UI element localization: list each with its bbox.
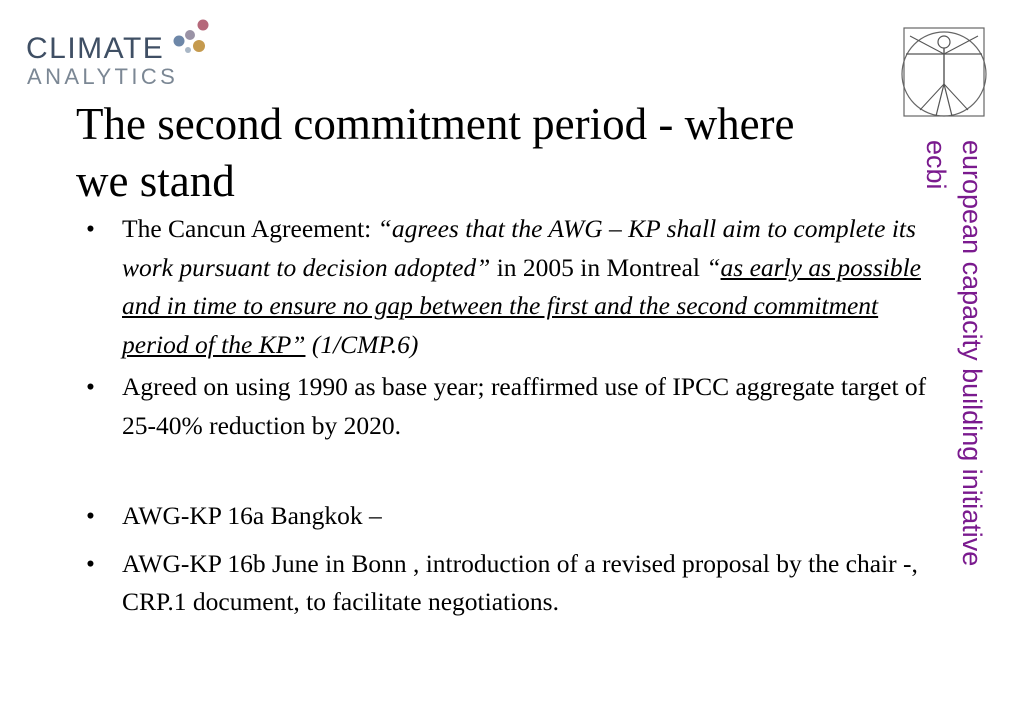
bullet-4-text: AWG-KP 16b June in Bonn , introduction of a revised proposal by the chair -, CRP.1 document, to facilitate negotiations. [122, 548, 918, 616]
bullet-1-open-quote: “ [377, 214, 392, 243]
side-label-line-2: ecbi [921, 140, 951, 190]
bullet-1-middle: in 2005 in Montreal [490, 252, 707, 282]
climate-analytics-logo [26, 16, 216, 94]
title-line-2: we stand [76, 156, 235, 206]
bullet-1-intro: The Cancun Agreement: [122, 214, 378, 243]
bullet-1-reference: (1/CMP.6) [305, 329, 419, 359]
bullet-1-quote: agrees that the AWG – KP shall aim to complete its work pursuant to decision adopted [122, 214, 916, 282]
bullet-list [82, 210, 927, 622]
bullet-1-underlined-quote: as early as possible and in time to ensure no gap between the first and the second commitment period of the KP” [122, 252, 921, 359]
slide-title [76, 96, 916, 210]
bullet-3-text: AWG-KP 16a Bangkok – [122, 501, 382, 530]
bullet-bangkok [82, 497, 927, 536]
bullet-cancun-agreement [82, 210, 927, 364]
logo-dots-icon [166, 16, 216, 60]
bullet-dot: • [86, 214, 95, 243]
bullet-dot: • [86, 501, 95, 530]
bullet-bonn [82, 545, 927, 622]
logo-word-climate: CLIMATE [26, 32, 165, 65]
bullet-dot: • [86, 372, 95, 401]
bullet-base-year [82, 368, 927, 445]
bullet-dot: • [86, 548, 95, 578]
logo-word-analytics: ANALYTICS [27, 64, 179, 89]
bullet-2-text: Agreed on using 1990 as base year; reaffirmed use of IPCC aggregate target of 25-40% reduction by 2020. [122, 372, 927, 440]
bullet-1-open-quote-2: “ [706, 252, 721, 282]
bullet-1-close-quote: ” [476, 252, 491, 282]
title-line-1: The second commitment period - where [76, 99, 795, 149]
side-label-line-1: european capacity building initiative [957, 140, 987, 567]
